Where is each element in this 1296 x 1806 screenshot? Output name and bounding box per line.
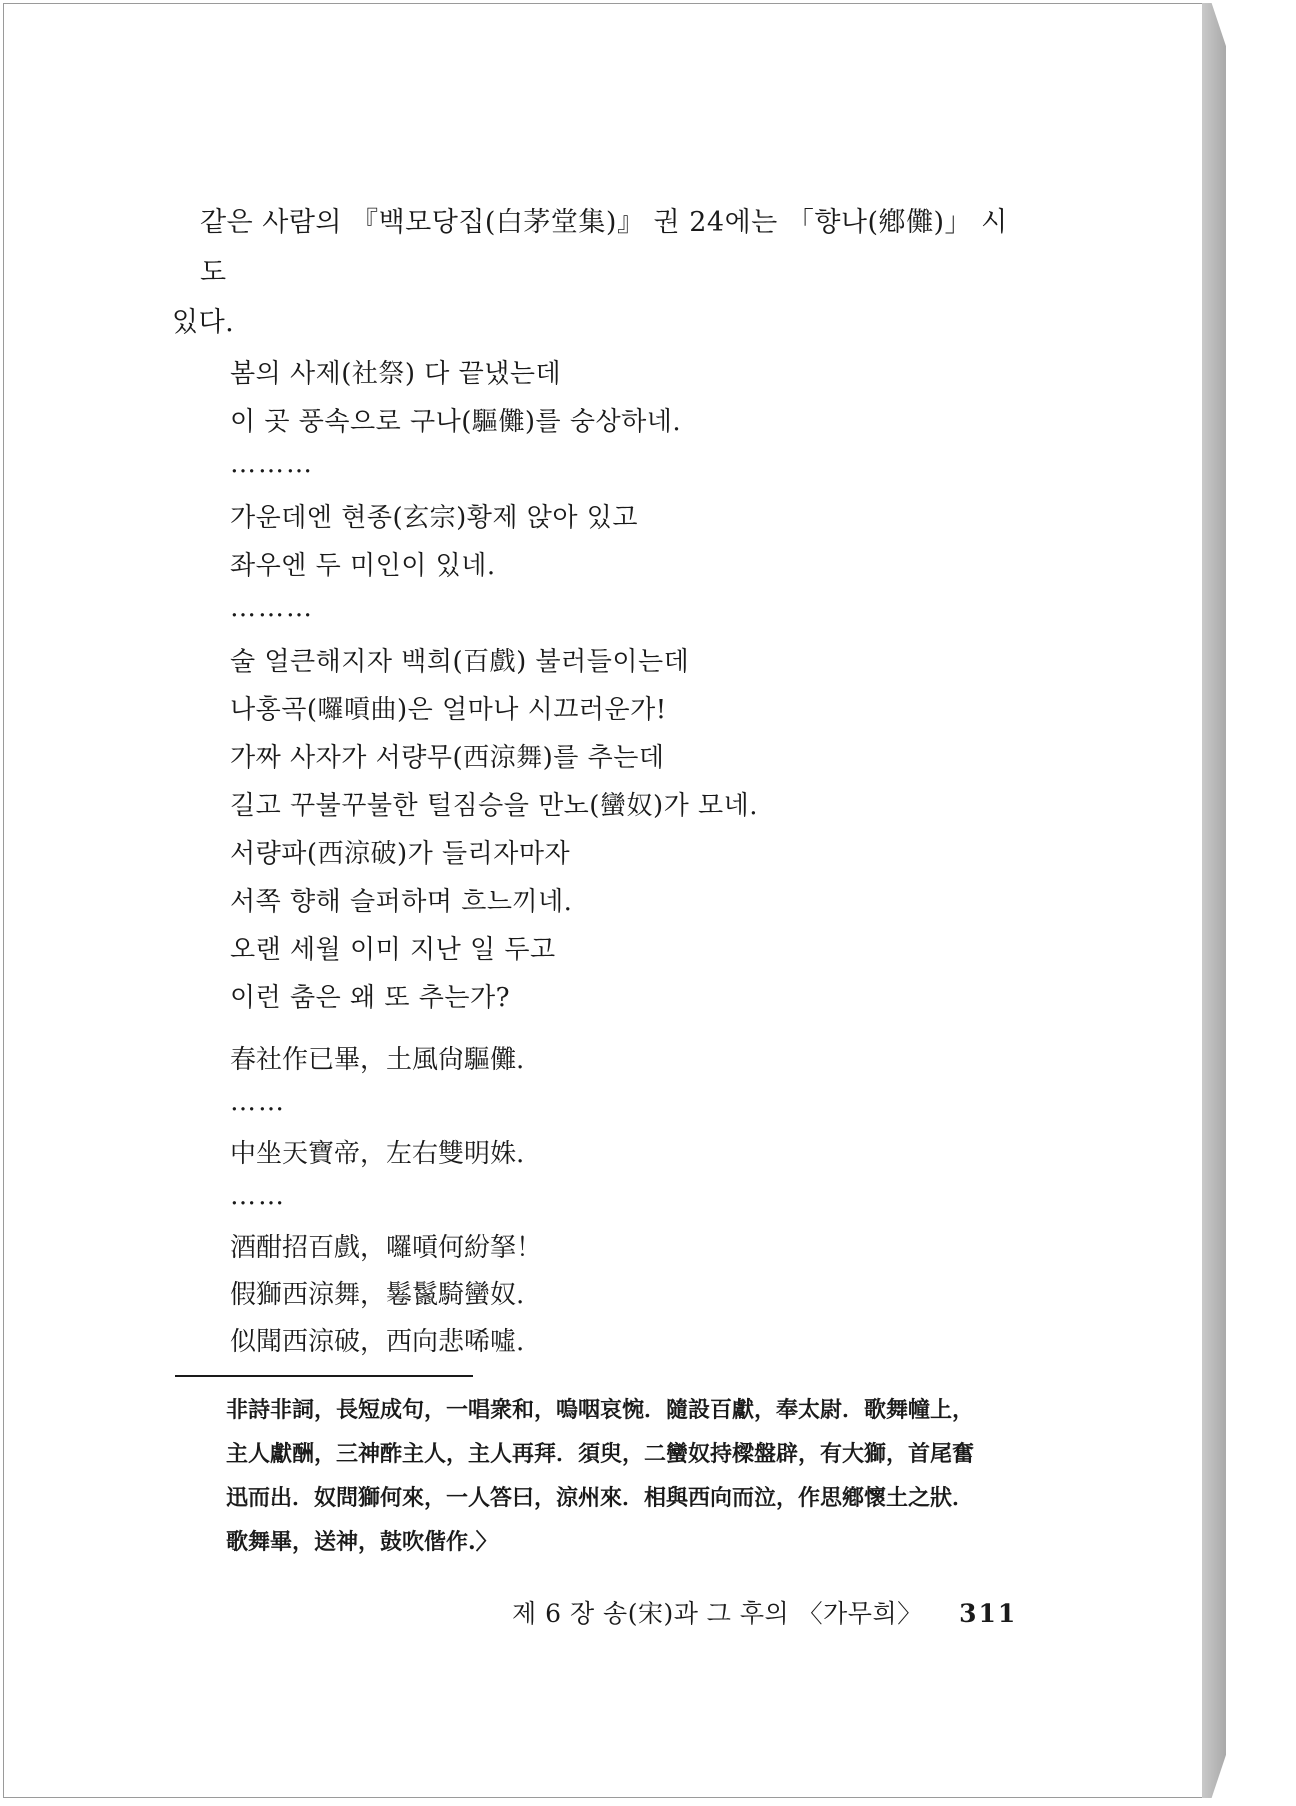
intro-line: 있다. xyxy=(172,307,235,338)
intro-line: 같은 사람의 『백모당집(白茅堂集)』 권 24에는 「향나(鄕儺)」 시도 xyxy=(200,207,1008,288)
poem-ellipsis: ……… xyxy=(230,449,314,479)
poem-line: 좌우엔 두 미인이 있네. xyxy=(230,551,496,581)
footnote-line: 歌舞畢，送神，鼓吹偕作.〉 xyxy=(226,1529,498,1555)
korean-poem xyxy=(230,350,758,1022)
poem-line: 봄의 사제(社祭) 다 끝냈는데 xyxy=(230,359,562,389)
poem-line: 假獅西涼舞，鬈鬣騎蠻奴. xyxy=(230,1280,525,1310)
poem-ellipsis: ……… xyxy=(230,593,314,623)
page-edge-shadow xyxy=(1202,3,1226,1798)
poem-line: 이런 춤은 왜 또 추는가? xyxy=(230,983,511,1013)
poem-line: 오랜 세월 이미 지난 일 두고 xyxy=(230,935,556,965)
poem-line: 似聞西涼破，西向悲唏噓. xyxy=(230,1327,525,1357)
poem-line: 가짜 사자가 서량무(西涼舞)를 추는데 xyxy=(230,743,665,773)
poem-line: 나홍곡(囉嗊曲)은 얼마나 시끄러운가! xyxy=(230,695,667,725)
footnote-line: 非詩非詞，長短成句，一唱衆和，嗚咽哀惋．隨設百獻，奉太尉．歌舞幢上， xyxy=(226,1397,975,1423)
footnote-line: 主人獻酬，三神酢主人，主人再拜．須臾，二蠻奴持樑盤辟，有大獅，首尾奮 xyxy=(226,1441,975,1467)
poem-ellipsis: …… xyxy=(230,1087,286,1117)
footnote-line: 迅而出．奴問獅何來，一人答曰，涼州來．相與西向而泣，作思鄕懷土之狀． xyxy=(226,1485,975,1511)
poem-line: 가운데엔 현종(玄宗)황제 앉아 있고 xyxy=(230,503,638,533)
intro-paragraph xyxy=(172,198,1032,348)
poem-line: 酒酣招百戲，囉嗊何紛拏！ xyxy=(230,1233,543,1263)
poem-line: 이 곳 풍속으로 구나(驅儺)를 숭상하네. xyxy=(230,407,682,437)
poem-line: 中坐天寶帝，左右雙明姝. xyxy=(230,1139,525,1169)
poem-line: 서쪽 향해 슬퍼하며 흐느끼네. xyxy=(230,887,573,917)
chapter-title: 제 6 장 송(宋)과 그 후의 〈가무희〉 xyxy=(512,1599,923,1628)
footnote xyxy=(226,1388,1034,1564)
page-number: 311 xyxy=(959,1599,1018,1628)
chinese-poem xyxy=(230,1037,542,1366)
running-footer xyxy=(512,1594,1017,1630)
poem-ellipsis: …… xyxy=(230,1181,286,1211)
poem-line: 春社作已畢，土風尙驅儺. xyxy=(230,1045,525,1075)
poem-line: 서량파(西涼破)가 들리자마자 xyxy=(230,839,571,869)
poem-line: 술 얼큰해지자 백희(百戲) 불러들이는데 xyxy=(230,647,690,677)
footnote-divider xyxy=(175,1375,473,1377)
poem-line: 길고 꾸불꾸불한 털짐승을 만노(蠻奴)가 모네. xyxy=(230,791,758,821)
